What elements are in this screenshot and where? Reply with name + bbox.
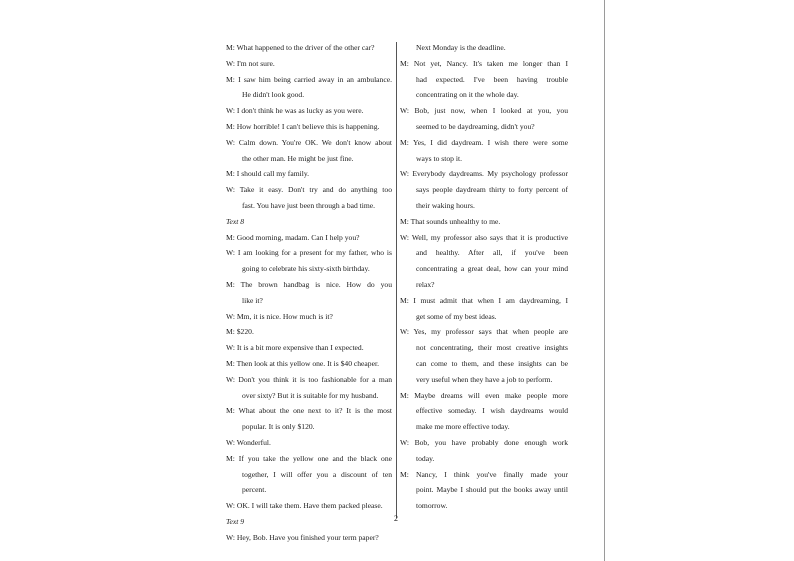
dialogue-line-continuation: relax? [416, 279, 435, 289]
dialogue-line: M: What happened to the driver of the other car? [226, 43, 375, 52]
dialogue-line-continuation: very useful when they have a job to perform. [416, 374, 553, 384]
dialogue-line: W: OK. I will take them. Have them packed please. [226, 501, 383, 511]
dialogue-line-continuation: their waking hours. [416, 200, 475, 210]
dialogue-line: W: I'm not sure. [226, 58, 275, 68]
dialogue-line-continuation: like it? [242, 295, 263, 305]
dialogue-line: M: If you take the yellow one and the black one [226, 453, 392, 463]
dialogue-line: W: Take it easy. Don't try and do anything too [226, 185, 392, 195]
dialogue-line-continuation: the other man. He might be just fine. [242, 153, 354, 163]
dialogue-line: W: Hey, Bob. Have you finished your term paper? [226, 532, 379, 542]
dialogue-line: M: The brown handbag is nice. How do you [226, 279, 392, 289]
dialogue-line-continuation: tomorrow. [416, 501, 448, 511]
dialogue-line: W: I don't think he was as lucky as you were. [226, 106, 364, 116]
dialogue-line: M: Yes, I did daydream. I wish there were some [400, 137, 568, 147]
section-heading: Text 9 [226, 516, 245, 526]
dialogue-line: M: Good morning, madam. Can I help you? [226, 232, 360, 242]
dialogue-line-continuation: concentrating a great deal, how can your mind [416, 264, 568, 274]
page-edge-line [604, 0, 605, 561]
dialogue-line-continuation: over sixty? But it is suitable for my husband. [242, 390, 379, 400]
left-column [226, 40, 392, 546]
dialogue-line-continuation: point. Maybe I should put the books away until [416, 485, 568, 495]
dialogue-line: M: How horrible! I can't believe this is happening. [226, 121, 380, 131]
dialogue-line: W: Wonderful. [226, 437, 271, 447]
dialogue-line: W: Don't you think it is too fashionable for a man [226, 374, 392, 384]
dialogue-line: M: Not yet, Nancy. It's taken me longer than I [400, 58, 568, 68]
dialogue-line-continuation: today. [416, 453, 435, 463]
section-heading: Text 8 [226, 216, 245, 226]
dialogue-line: W: I am looking for a present for my father, who is [226, 248, 392, 258]
dialogue-line: W: Bob, just now, when I looked at you, you [400, 106, 568, 116]
dialogue-line-continuation: popular. It is only $120. [242, 422, 315, 432]
dialogue-line-continuation: get some of my best ideas. [416, 311, 497, 321]
dialogue-line: W: Bob, you have probably done enough work [400, 437, 568, 447]
dialogue-line: M: I saw him being carried away in an ambulance. [226, 74, 392, 84]
dialogue-line-continuation: seemed to be daydreaming, didn't you? [416, 121, 535, 131]
dialogue-line-continuation: together, I will offer you a discount of ten [242, 469, 392, 479]
dialogue-line-continuation: going to celebrate his sixty-sixth birthday. [242, 264, 370, 274]
dialogue-line: W: Calm down. You're OK. We don't know about [226, 137, 392, 147]
dialogue-line: W: Everybody daydreams. My psychology professor [400, 169, 568, 179]
dialogue-line-continuation: percent. [242, 485, 267, 495]
dialogue-line: M: Maybe dreams will even make people more [400, 390, 568, 400]
dialogue-line: M: $220. [226, 327, 254, 337]
column-divider [396, 42, 397, 518]
dialogue-line-continuation: and healthy. After all, if you've been [416, 248, 568, 258]
dialogue-line-continuation: make me more effective today. [416, 422, 510, 432]
dialogue-line-continuation: He didn't look good. [242, 90, 305, 100]
dialogue-line-continuation: Next Monday is the deadline. [416, 43, 506, 52]
dialogue-line: M: I must admit that when I am daydreaming, I [400, 295, 568, 305]
dialogue-line-continuation: not concentrating, their most creative insights [416, 343, 568, 353]
dialogue-line-continuation: had expected. I've been having trouble [416, 74, 568, 84]
dialogue-line: M: Then look at this yellow one. It is $40 cheaper. [226, 358, 379, 368]
dialogue-line-continuation: fast. You have just been through a bad time. [242, 200, 376, 210]
dialogue-line-continuation: ways to stop it. [416, 153, 462, 163]
dialogue-line: M: That sounds unhealthy to me. [400, 216, 501, 226]
dialogue-line: M: Nancy, I think you've finally made your [400, 469, 568, 479]
dialogue-line: W: Mm, it is nice. How much is it? [226, 311, 333, 321]
dialogue-line-continuation: effective someday. I wish daydreams would [416, 406, 568, 416]
dialogue-line: W: Well, my professor also says that it is productive [400, 232, 568, 242]
right-column [400, 40, 568, 514]
dialogue-line: M: What about the one next to it? It is the most [226, 406, 392, 416]
dialogue-line: W: Yes, my professor says that when people are [400, 327, 568, 337]
dialogue-line-continuation: says people daydream thirty to forty percent of [416, 185, 568, 195]
dialogue-line: M: I should call my family. [226, 169, 310, 179]
page-number: 2 [394, 514, 398, 523]
dialogue-line: W: It is a bit more expensive than I expected. [226, 343, 364, 353]
dialogue-line-continuation: can come to them, and these insights can be [416, 358, 568, 368]
dialogue-line-continuation: concentrating on it the whole day. [416, 90, 519, 100]
